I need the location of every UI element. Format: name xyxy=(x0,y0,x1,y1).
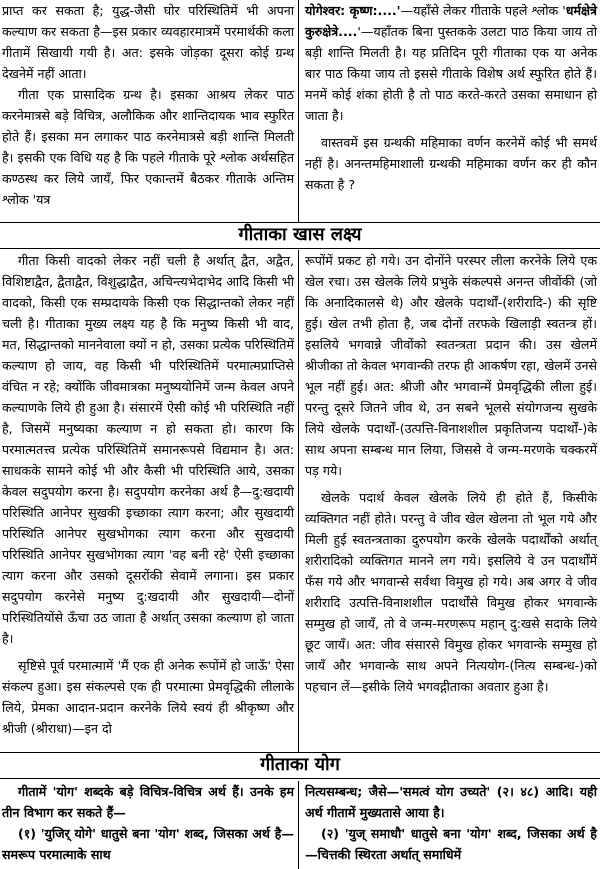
paragraph-text: '—यहाँतक बिना पुस्तकके उलटा पाठ किया जाय तो बड़ी शान्ति मिलती है। यह प्रतिदिन पूरी गीताका एक या अनेक बार पाठ किया जाय तो इससे गीताके विशेष अर्थ स्फुरित होते हैं। मनमें कोई शंका होती है तो पाठ करते-करते उसका समाधान हो जाता है। xyxy=(305,24,597,123)
middle-right-column xyxy=(299,250,600,752)
sloka-quote: योगेश्वर: कृष्ण:....' xyxy=(305,3,401,18)
paragraph xyxy=(305,0,597,126)
paragraph: प्राप्त कर सकता है; युद्ध-जैसी घोर परिस्थितिमें भी अपना कल्याण कर सकता है—इस प्रकार व्यवहारमात्रमें परमार्थकी कला गीतामें सिखायी गयी है। अत: इसके जोड़का दूसरा कोई ग्रन्थ देखनेमें नहीं आता। xyxy=(2,3,294,81)
heading-text: गीताका योग xyxy=(260,754,340,775)
paragraph: नित्यसम्बन्ध; जैसे—'समत्वं योग उच्यते' (२। ४८) आदि। यही अर्थ गीतामें मुख्यतासे आया है। xyxy=(305,784,597,820)
top-right-column xyxy=(299,0,600,222)
middle-section xyxy=(0,250,600,752)
paragraph xyxy=(2,84,294,210)
section-heading xyxy=(0,752,600,779)
heading-text: गीताका खास लक्ष्य xyxy=(238,224,362,245)
section-heading xyxy=(0,222,600,249)
paragraph: रूपोंमें प्रकट हो गये। उन दोनोंने परस्पर लीला करनेके लिये एक खेल रचा। उस खेलके लिये प्रभुके संकल्पसे अनन्त जीवोंकी (जो कि अनादिकालसे थे) और खेलके पदार्थों-(शरीरादि-) की सृष्टि हुई। खेल तभी होता है, जब दोनों तरफके खिलाड़ी स्वतन्त्र हों। इसलिये भगवान्ने जीवोंको स्वतन्त्रता प्रदान की। उस खेलमें श्रीजीका तो केवल भगवान्की तरफ ही आकर्षण रहा, खेलमें उनसे भूल नहीं हुई। अत: श्रीजी और भगवान्में प्रेमवृद्धिकी लीला हुई। परन्तु दूसरे जितने जीव थे, उन सबने भूलसे संयोगजन्य सुखके लिये खेलके पदार्थों-(उत्पत्ति-विनाशशील प्रकृतिजन्य पदार्थों-)के साथ अपना सम्बन्ध मान लिया, जिससे वे जन्म-मरणके चक्करमें पड़ गये। xyxy=(305,253,597,478)
bottom-left-column xyxy=(0,781,299,869)
paragraph: गीतामें 'योग' शब्दके बड़े विचित्र-विचित्र अर्थ हैं। उनके हम तीन विभाग कर सकते हैं— xyxy=(2,784,294,820)
paragraph: (१) 'युजिर् योगे' धातुसे बना 'योग' शब्द, जिसका अर्थ है—समरूप परमात्माके साथ xyxy=(2,826,294,862)
paragraph: खेलके पदार्थ केवल खेलके लिये ही होते हैं, किसीके व्यक्तिगत नहीं होते। परन्तु वे जीव खेल खेलना तो भूल गये और मिली हुई स्वतन्त्रताका दुरुपयोग करके खेलके पदार्थोंको अर्थात् शरीरादिको व्यक्तिगत मानने लग गये। इसलिये वे उन पदार्थोंमें फँस गये और भगवान्से सर्वथा विमुख हो गये। अब अगर वे जीव शरीरादि उत्पत्ति-विनाशशील पदार्थोंसे विमुख होकर भगवान्के सम्मुख हो जायँ, तो वे जन्म-मरणरूप महान् दु:खसे सदाके लिये छूट जायँ। अत: जीव संसारसे विमुख होकर भगवान्के सम्मुख हो जायँ और भगवान्के साथ अपने नित्ययोग-(नित्य सम्बन्ध-)को पहचान लें—इसीके लिये भगवद्गीताका अवतार हुआ है। xyxy=(305,490,597,694)
paragraph-text: गीता एक प्रासादिक ग्रन्थ है। इसका आश्रय लेकर पाठ करनेमात्रसे बड़े विचित्र, अलौकिक और शान्तिदायक भाव स्फुरित होते हैं। इसका मन लगाकर पाठ करनेमात्रसे बड़ी शान्ति मिलती है। इसकी एक विधि यह है कि पहले गीताके पूरे श्लोक अर्थसहित कण्ठस्थ कर लिये जायँ, फिर एकान्तमें बैठकर गीताके अन्तिम श्लोक 'यत्र xyxy=(2,87,294,207)
sloka-quote: धर्मक्षेत्रे कुरुक्षेत्रे.... xyxy=(305,3,597,39)
paragraph: सृष्टिसे पूर्व परमात्मामें 'मैं एक ही अनेक रूपोंमें हो जाऊँ' ऐसा संकल्प हुआ। इस संकल्पसे एक ही परमात्मा प्रेमवृद्धिकी लीलाके लिये, प्रेमका आदान-प्रदान करनेके लिये स्वयं ही श्रीकृष्ण और श्रीजी (श्रीराधा)—इन दो xyxy=(2,658,294,736)
middle-left-column xyxy=(0,250,299,752)
top-section xyxy=(0,0,600,222)
paragraph: गीता किसी वादको लेकर नहीं चली है अर्थात् द्वैत, अद्वैत, विशिष्टाद्वैत, द्वैताद्वैत, विशुद्धाद्वैत, अचिन्त्यभेदाभेद आदि किसी भी वादको, किसी एक सम्प्रदायके किसी एक सिद्धान्तको लेकर नहीं चली है। गीताका मुख्य लक्ष्य यह है कि मनुष्य किसी भी वाद, मत, सिद्धान्तको माननेवाला क्यों न हो, उसका प्रत्येक परिस्थितिमें कल्याण हो जाय, वह किसी भी परिस्थितिमें परमात्मप्राप्तिसे वंचित न रहे; क्योंकि जीवमात्रका मनुष्ययोनिमें जन्म केवल अपने कल्याणके लिये ही हुआ है। संसारमें ऐसी कोई भी परिस्थिति नहीं है, जिसमें मनुष्यका कल्याण न हो सकता हो। कारण कि परमात्मतत्त्व प्रत्येक परिस्थितिमें समानरूपसे विद्यमान है। अत: साधकके सामने कोई भी और कैसी भी परिस्थिति आये, उसका केवल सदुपयोग करना है। सदुपयोग करनेका अर्थ है—दु:खदायी परिस्थिति आनेपर सुखकी इच्छाका त्याग करना; और सुखदायी परिस्थिति आनेपर सुखभोगका त्याग करना और सुखदायी परिस्थिति आनेपर सुखभोगका त्याग 'वह बनी रहे' ऐसी इच्छाका त्याग करना और उसको दूसरोंकी सेवामें लगाना। इस प्रकार सदुपयोग करनेसे मनुष्य दु:खदायी और सुखदायी—दोनों परिस्थितियोंसे ऊँचा उठ जाता है अर्थात् उसका कल्याण हो जाता है। xyxy=(2,253,294,646)
top-left-column xyxy=(0,0,299,222)
bottom-right-column xyxy=(299,781,600,869)
paragraph: वास्तवमें इस ग्रन्थकी महिमाका वर्णन करनेमें कोई भी समर्थ नहीं है। अनन्तमहिमाशाली ग्रन्थकी महिमाका वर्णन कर ही कौन सकता है ? xyxy=(305,135,597,192)
paragraph-text: —यहाँसे लेकर गीताके पहले श्लोक ' xyxy=(400,3,566,18)
paragraph: (२) 'युज् समाधौ' धातुसे बना 'योग' शब्द, जिसका अर्थ है—चित्तकी स्थिरता अर्थात् समाधिमें xyxy=(305,826,597,862)
bottom-section xyxy=(0,781,600,869)
